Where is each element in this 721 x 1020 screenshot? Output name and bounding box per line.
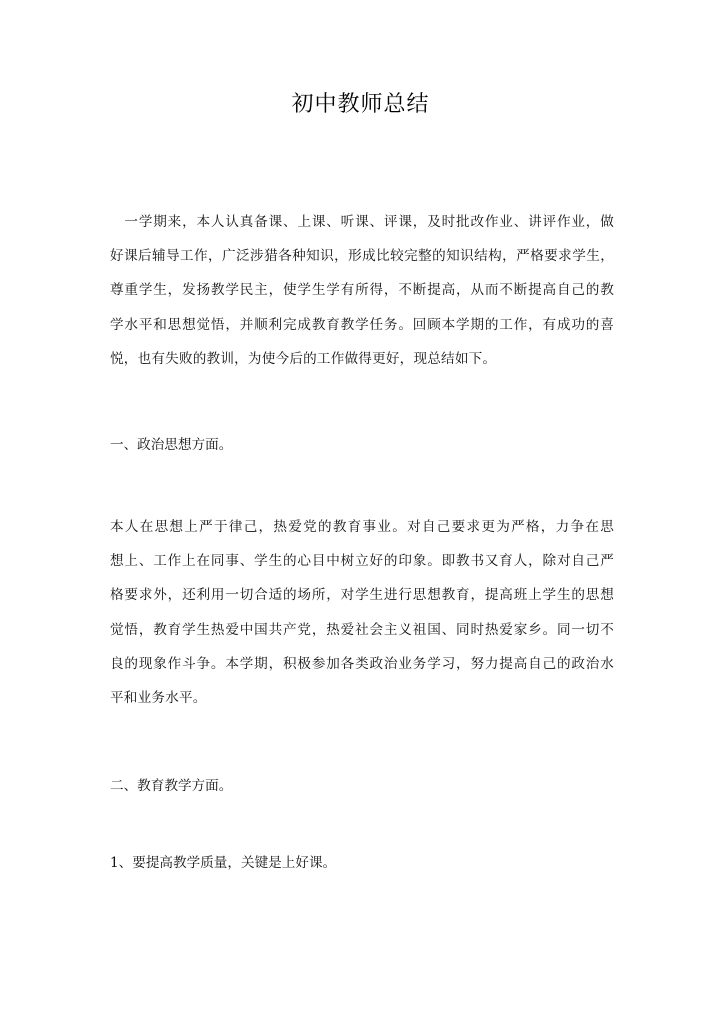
section-1-line-5: 良的现象作斗争。本学期，积极参加各类政治业务学习，努力提高自己的政治水 [110, 655, 614, 672]
intro-paragraph [110, 205, 614, 376]
intro-line-4: 学水平和思想觉悟，并顺利完成教育教学任务。回顾本学期的工作，有成功的喜 [110, 316, 614, 333]
section-1-line-3: 格要求外，还利用一切合适的场所，对学生进行思想教育，提高班上学生的思想 [110, 587, 614, 604]
intro-line-3: 尊重学生，发扬教学民主，使学生学有所得，不断提高，从而不断提高自己的教 [110, 282, 614, 299]
section-2-heading: 二、教育教学方面。 [110, 778, 233, 794]
section-1-line-1: 本人在思想上严于律己，热爱党的教育事业。对自己要求更为严格，力争在思 [110, 519, 614, 535]
document-title: 初中教师总结 [291, 92, 430, 117]
intro-line-2: 好课后辅导工作，广泛涉猎各种知识，形成比较完整的知识结构，严格要求学生， [110, 248, 614, 265]
section-1-line-6: 平和业务水平。 [110, 690, 207, 707]
intro-line-1: 一学期来，本人认真备课、上课、听课、评课，及时批改作业、讲评作业，做 [110, 214, 614, 230]
section-2-subheading: 1、要提高教学质量，关键是上好课。 [110, 855, 337, 871]
section-1-heading: 一、政治思想方面。 [110, 437, 233, 453]
intro-line-5: 悦，也有失败的教训，为使今后的工作做得更好，现总结如下。 [110, 350, 497, 367]
section-1-paragraph [110, 510, 614, 715]
section-1-line-4: 觉悟，教育学生热爱中国共产党，热爱社会主义祖国、同时热爱家乡。同一切不 [110, 621, 614, 638]
section-1-line-2: 想上、工作上在同事、学生的心目中树立好的印象。即教书又育人，除对自己严 [110, 553, 614, 570]
